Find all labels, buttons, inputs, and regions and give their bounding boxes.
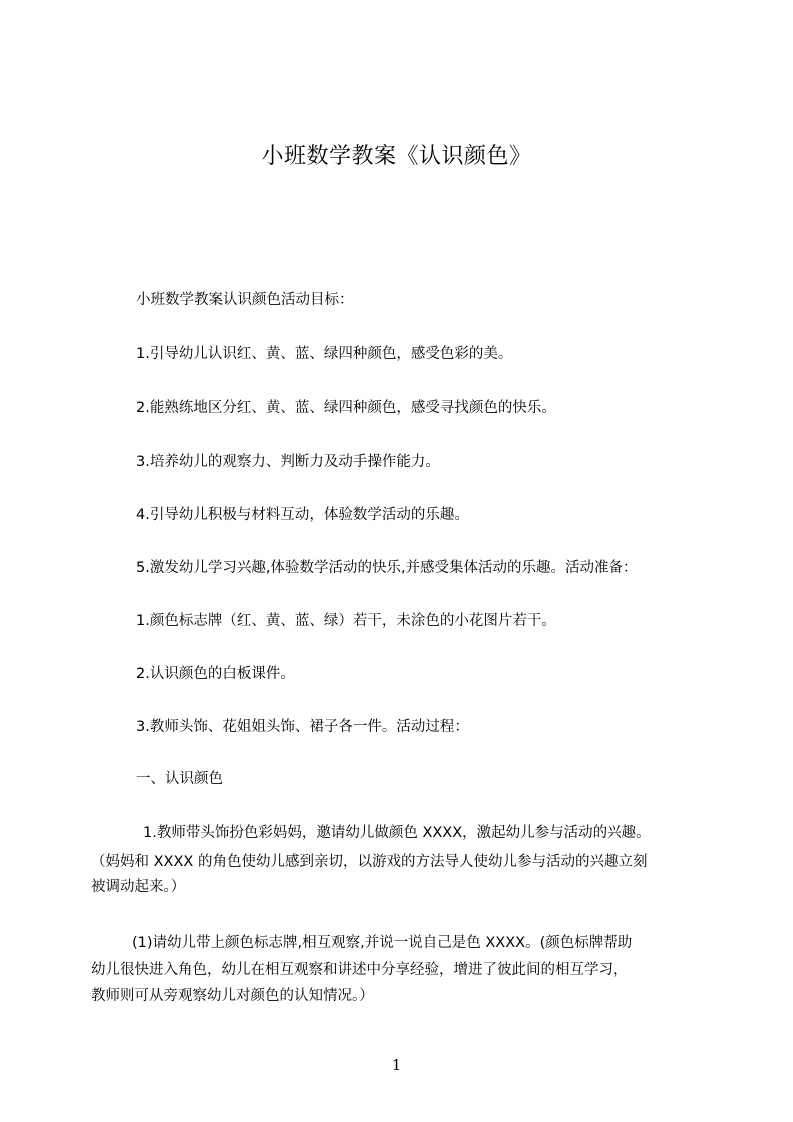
paragraph-line: 5.激发幼儿学习兴趣,体验数学活动的快乐,并感受集体活动的乐趣。活动准备：: [136, 560, 638, 576]
paragraph-line: 1.引导幼儿认识红、黄、蓝、绿四种颜色，感受色彩的美。: [136, 346, 513, 362]
paragraph-line: 1.教师带头饰扮色彩妈妈，邀请幼儿做颜色 XXXX，激起幼儿参与活动的兴趣。: [143, 825, 651, 841]
document-title: 小班数学教案《认识颜色》: [261, 144, 532, 169]
paragraph-line: 幼儿很快进入角色，幼儿在相互观察和讲述中分享经验，增进了彼此间的相互学习，: [91, 962, 628, 978]
paragraph-line: 1.颜色标志牌（红、黄、蓝、绿）若干，未涂色的小花图片若干。: [136, 613, 556, 629]
paragraph-line: 小班数学教案认识颜色活动目标：: [136, 292, 354, 308]
paragraph-line: (1)请幼儿带上颜色标志牌,相互观察,并说一说自己是色 XXXX。(颜色标牌帮助: [132, 935, 633, 951]
paragraph-line: 3.教师头饰、花姐姐头饰、裙子各一件。活动过程：: [136, 719, 469, 735]
paragraph-line: 2.认识颜色的白板课件。: [136, 666, 295, 682]
section-heading: 一、认识颜色: [136, 771, 223, 787]
paragraph-line: 2.能熟练地区分红、黄、蓝、绿四种颜色，感受寻找颜色的快乐。: [136, 400, 556, 416]
paragraph-line: 3.培养幼儿的观察力、判断力及动手操作能力。: [136, 454, 440, 470]
paragraph-line: 被调动起来。）: [91, 879, 186, 895]
paragraph-line: （妈妈和 XXXX 的角色使幼儿感到亲切，以游戏的方法导人使幼儿参与活动的兴趣立刻: [91, 854, 648, 870]
paragraph-line: 教师则可从旁观察幼儿对颜色的认知情况。）: [91, 988, 374, 1004]
paragraph-line: 4.引导幼儿积极与材料互动，体验数学活动的乐趣。: [136, 507, 469, 523]
page-number: 1: [391, 1056, 402, 1074]
